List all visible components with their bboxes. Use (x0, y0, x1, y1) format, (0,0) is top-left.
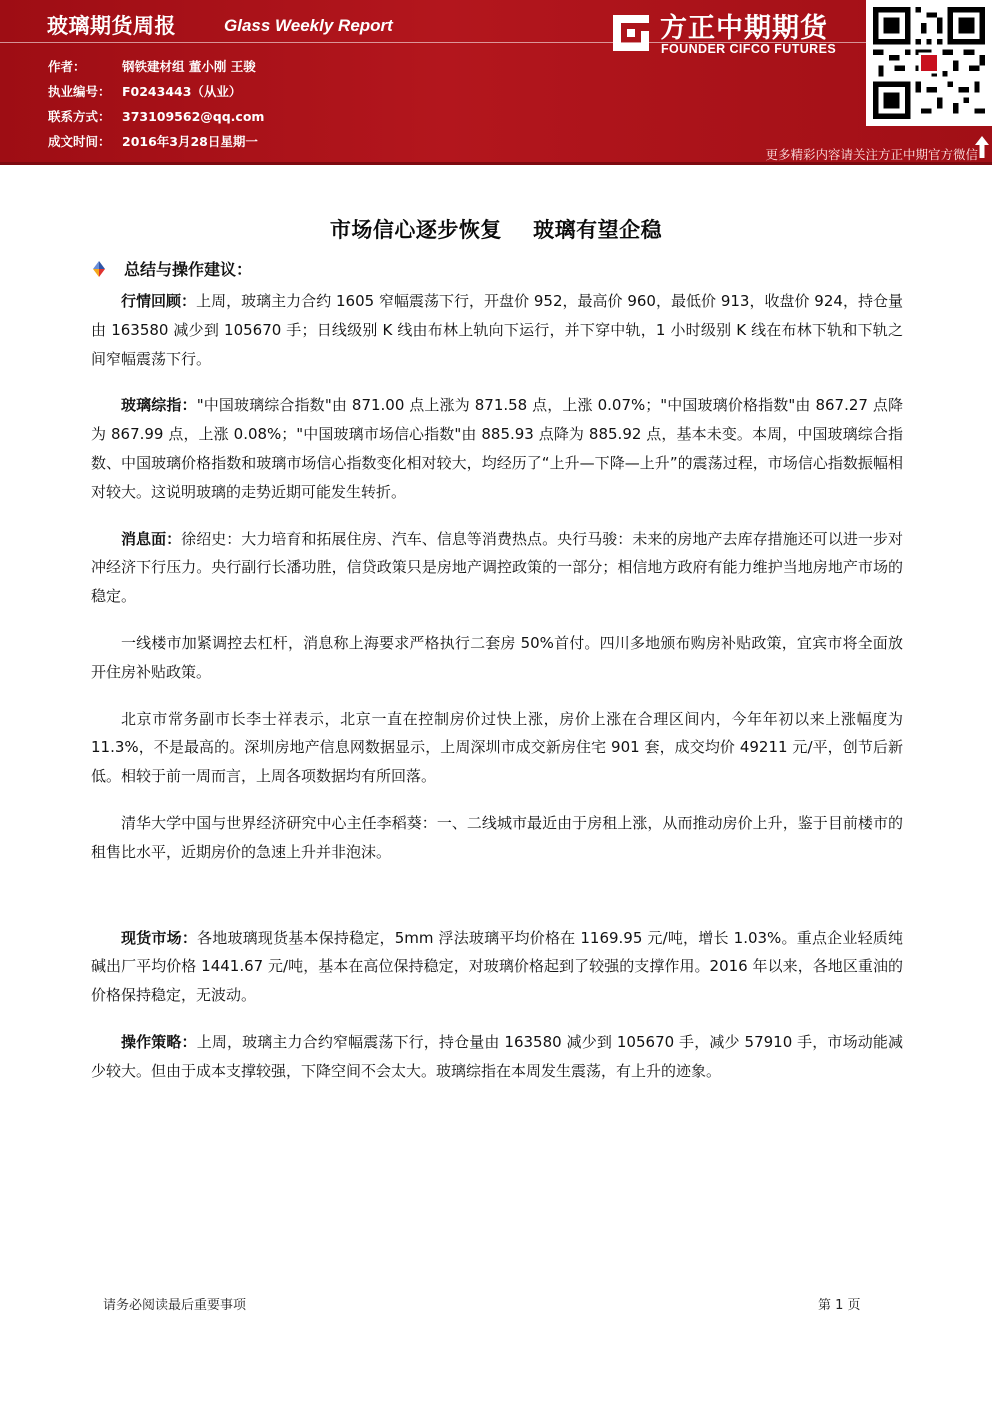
paragraph-glass-index: 玻璃综指："中国玻璃综合指数"由 871.00 点上涨为 871.58 点，上涨 0.07%；"中国玻璃价格指数"由 867.27 点降为 867.99 点，上涨 0.08%；"中国玻璃市场信心指数"由 885.93 点降为 885.92 点，基本未变。本周，中国玻璃综合指数、中国玻璃价格指数和玻璃市场信心指数变化相对较大，均经历了“上升—下降—上升”的震荡过程，市场信心指数振幅相对较大。这说明玻璃的走势近期可能发生转折。 (91, 396, 903, 501)
meta-author: 作者： 钢铁建材组 董小刚 王骏 (48, 59, 256, 74)
paragraph-strategy: 操作策略：上周，玻璃主力合约窄幅震荡下行，持仓量由 163580 减少到 105670 手，减少 57910 手，市场动能减少较大。但由于成本支撑较强，下降空间不会太大。玻璃综指在本周发生震荡，有上升的迹象。 (91, 1032, 903, 1080)
article-body (91, 287, 903, 1086)
meta-contact: 联系方式： 373109562@qq.com (48, 104, 264, 129)
brand-name-en: FOUNDER CIFCO FUTURES (661, 42, 837, 56)
article-title: 市场信心逐步恢复 玻璃有望企稳 (329, 218, 663, 242)
section-heading-text: 总结与操作建议： (124, 260, 253, 279)
report-header (0, 0, 992, 162)
footer-disclaimer: 请务必阅读最后重要事项 (103, 1298, 247, 1313)
founder-logo-icon (607, 12, 655, 54)
section-heading (90, 257, 252, 280)
qr-code-icon (873, 7, 985, 119)
meta-date: 成文时间： 2016年3月28日星期一 (48, 134, 258, 149)
contact-email[interactable]: 373109562@qq.com (122, 109, 265, 124)
report-title-en: Glass Weekly Report (224, 16, 393, 35)
report-title-cn: 玻璃期货周报 (47, 14, 176, 38)
arrow-up-icon (974, 135, 990, 159)
page-number: 第 1 页 (818, 1298, 861, 1313)
paragraph-spot-market: 现货市场：各地玻璃现货基本保持稳定，5mm 浮法玻璃平均价格在 1169.95 元/吨，增长 1.03%。重点企业轻质纯碱出厂平均价格 1441.67 元/吨，基本在高位保持稳定，对玻璃价格起到了较强的支撑作用。2016 年以来，各地区重油的价格保持稳定，无波动。 (91, 928, 903, 1005)
paragraph-news: 消息面：徐绍史：大力培育和拓展住房、汽车、信息等消费热点。央行马骏：未来的房地产去库存措施还可以进一步对冲经济下行压力。央行副行长潘功胜，信贷政策只是房地产调控政策的一部分；相信地方政府有能力维护当地房地产市场的稳定。 (91, 529, 903, 606)
wechat-qr-code[interactable] (866, 0, 992, 126)
author-meta (48, 54, 264, 154)
brand-name-cn: 方正中期期货 (660, 13, 828, 44)
paragraph-market-review: 行情回顾：上周，玻璃主力合约 1605 窄幅震荡下行，开盘价 952，最高价 960，最低价 913，收盘价 924，持仓量由 163580 减少到 105670 手；日线级别 K 线由布林上轨向下运行，并下穿中轨，1 小时级别 K 线在布林下轨和下轨之间窄幅震荡下行。 (91, 292, 903, 368)
meta-license: 执业编号： F0243443（从业） (48, 84, 242, 99)
wechat-follow-note: 更多精彩内容请关注方正中期官方微信 (765, 147, 978, 162)
paragraph-tsinghua-view: 清华大学中国与世界经济研究中心主任李稻葵：一、二线城市最近由于房租上涨，从而推动房价上升，鉴于目前楼市的租售比水平，近期房价的急速上升并非泡沫。 (91, 813, 903, 861)
paragraph-tier1-housing: 一线楼市加紧调控去杠杆，消息称上海要求严格执行二套房 50%首付。四川多地颁布购房补贴政策，宜宾市将全面放开住房补贴政策。 (91, 633, 903, 681)
diamond-bullet-icon (90, 260, 108, 278)
paragraph-beijing-prices: 北京市常务副市长李士祥表示，北京一直在控制房价过快上涨，房价上涨在合理区间内，今年年初以来上涨幅度为 11.3%，不是最高的。深圳房地产信息网数据显示，上周深圳市成交新房住宅 901 套，成交均价 49211 元/平，创节后新低。相较于前一周而言，上周各项数据均有所回落。 (91, 709, 903, 786)
header-bottom-border (0, 162, 992, 165)
